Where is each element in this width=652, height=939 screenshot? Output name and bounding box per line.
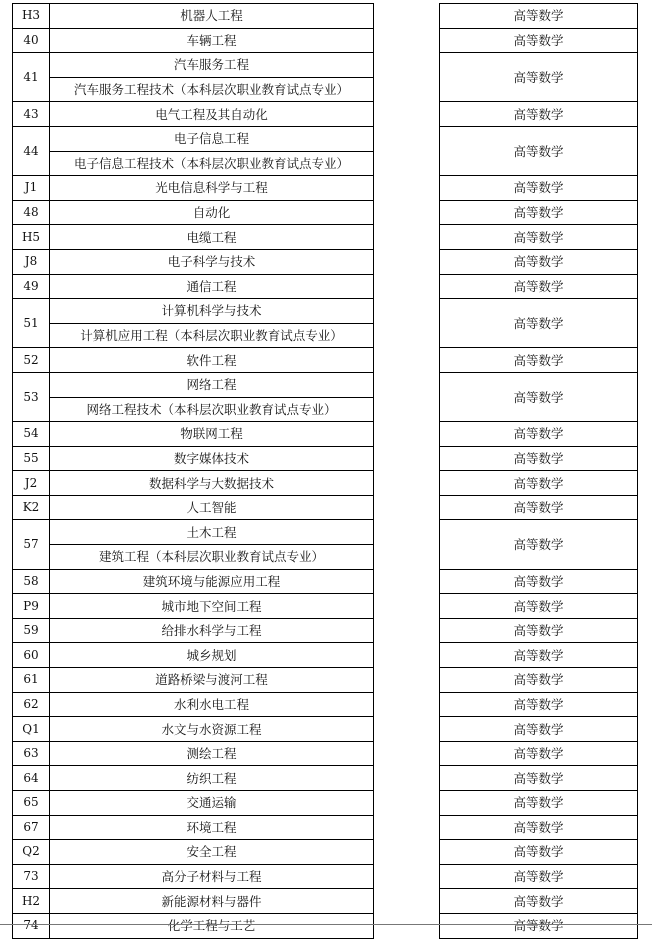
table-row [13, 225, 638, 250]
major-code-cell: 63 [13, 741, 50, 766]
major-name-cell: 道路桥梁与渡河工程 [50, 668, 374, 693]
table-row [13, 913, 638, 938]
major-name-cell: 城市地下空间工程 [50, 594, 374, 619]
major-code-cell: 64 [13, 766, 50, 791]
blank-column-cell [374, 348, 440, 373]
major-code-cell: 53 [13, 372, 50, 421]
blank-column-cell [374, 913, 440, 938]
blank-column-cell [374, 28, 440, 53]
major-code-cell: P9 [13, 594, 50, 619]
major-name-cell: 计算机应用工程（本科层次职业教育试点专业） [50, 323, 374, 348]
major-code-cell: H2 [13, 889, 50, 914]
blank-column-cell [374, 126, 440, 175]
exam-subject-cell: 高等数学 [440, 4, 638, 29]
major-code-cell: 52 [13, 348, 50, 373]
major-code-cell: 60 [13, 643, 50, 668]
major-name-cell: 车辆工程 [50, 28, 374, 53]
major-code-cell: 51 [13, 299, 50, 348]
exam-subject-cell: 高等数学 [440, 299, 638, 348]
major-name-cell: 测绘工程 [50, 741, 374, 766]
blank-column-cell [374, 102, 440, 127]
table-row [13, 126, 638, 151]
table-row [13, 299, 638, 324]
blank-column-cell [374, 864, 440, 889]
major-name-cell: 化学工程与工艺 [50, 913, 374, 938]
major-code-cell: 57 [13, 520, 50, 569]
table-row [13, 717, 638, 742]
table-row [13, 471, 638, 496]
major-name-cell: 网络工程技术（本科层次职业教育试点专业） [50, 397, 374, 422]
blank-column-cell [374, 520, 440, 569]
major-name-cell: 建筑工程（本科层次职业教育试点专业） [50, 545, 374, 570]
major-name-cell: 电缆工程 [50, 225, 374, 250]
blank-column-cell [374, 299, 440, 348]
exam-subject-cell: 高等数学 [440, 274, 638, 299]
table-row [13, 4, 638, 29]
major-name-cell: 给排水科学与工程 [50, 618, 374, 643]
major-code-cell: J8 [13, 249, 50, 274]
exam-subject-cell: 高等数学 [440, 471, 638, 496]
exam-subject-cell: 高等数学 [440, 28, 638, 53]
major-name-cell: 电子科学与技术 [50, 249, 374, 274]
blank-column-cell [374, 717, 440, 742]
blank-column-cell [374, 495, 440, 520]
major-name-cell: 汽车服务工程技术（本科层次职业教育试点专业） [50, 77, 374, 102]
exam-subject-cell: 高等数学 [440, 692, 638, 717]
blank-column-cell [374, 569, 440, 594]
major-name-cell: 汽车服务工程 [50, 53, 374, 78]
exam-subject-cell: 高等数学 [440, 249, 638, 274]
blank-column-cell [374, 643, 440, 668]
exam-subject-cell: 高等数学 [440, 791, 638, 816]
exam-subject-cell: 高等数学 [440, 569, 638, 594]
exam-subject-cell: 高等数学 [440, 225, 638, 250]
major-code-cell: H5 [13, 225, 50, 250]
major-name-cell: 自动化 [50, 200, 374, 225]
major-code-cell: 59 [13, 618, 50, 643]
majors-table [12, 3, 638, 939]
exam-subject-cell: 高等数学 [440, 741, 638, 766]
table-row [13, 520, 638, 545]
table-row [13, 643, 638, 668]
page-bottom-rule [0, 924, 652, 925]
table-row [13, 618, 638, 643]
major-name-cell: 水利水电工程 [50, 692, 374, 717]
table-row [13, 53, 638, 78]
table-row [13, 741, 638, 766]
blank-column-cell [374, 668, 440, 693]
blank-column-cell [374, 471, 440, 496]
blank-column-cell [374, 692, 440, 717]
blank-column-cell [374, 200, 440, 225]
major-code-cell: 67 [13, 815, 50, 840]
major-name-cell: 建筑环境与能源应用工程 [50, 569, 374, 594]
table-row [13, 495, 638, 520]
exam-subject-cell: 高等数学 [440, 889, 638, 914]
major-code-cell: 65 [13, 791, 50, 816]
major-code-cell: 73 [13, 864, 50, 889]
major-code-cell: J2 [13, 471, 50, 496]
blank-column-cell [374, 766, 440, 791]
major-name-cell: 城乡规划 [50, 643, 374, 668]
major-name-cell: 软件工程 [50, 348, 374, 373]
blank-column-cell [374, 176, 440, 201]
major-name-cell: 数据科学与大数据技术 [50, 471, 374, 496]
table-row [13, 815, 638, 840]
table-row [13, 348, 638, 373]
blank-column-cell [374, 249, 440, 274]
blank-column-cell [374, 741, 440, 766]
table-row [13, 422, 638, 447]
exam-subject-cell: 高等数学 [440, 348, 638, 373]
major-code-cell: 74 [13, 913, 50, 938]
major-name-cell: 网络工程 [50, 372, 374, 397]
major-name-cell: 环境工程 [50, 815, 374, 840]
exam-subject-cell: 高等数学 [440, 102, 638, 127]
major-code-cell: J1 [13, 176, 50, 201]
major-code-cell: 54 [13, 422, 50, 447]
major-name-cell: 纺织工程 [50, 766, 374, 791]
major-code-cell: 61 [13, 668, 50, 693]
major-code-cell: Q1 [13, 717, 50, 742]
major-code-cell: 58 [13, 569, 50, 594]
major-name-cell: 光电信息科学与工程 [50, 176, 374, 201]
table-row [13, 200, 638, 225]
major-code-cell: 55 [13, 446, 50, 471]
blank-column-cell [374, 791, 440, 816]
exam-subject-cell: 高等数学 [440, 422, 638, 447]
table-row [13, 372, 638, 397]
major-code-cell: 41 [13, 53, 50, 102]
blank-column-cell [374, 594, 440, 619]
major-name-cell: 电子信息工程技术（本科层次职业教育试点专业） [50, 151, 374, 176]
exam-subject-cell: 高等数学 [440, 176, 638, 201]
major-code-cell: 48 [13, 200, 50, 225]
exam-subject-cell: 高等数学 [440, 200, 638, 225]
majors-table-body [13, 4, 638, 939]
table-row [13, 692, 638, 717]
table-row [13, 864, 638, 889]
major-name-cell: 水文与水资源工程 [50, 717, 374, 742]
table-row [13, 668, 638, 693]
major-name-cell: 人工智能 [50, 495, 374, 520]
exam-subject-cell: 高等数学 [440, 126, 638, 175]
table-row [13, 249, 638, 274]
major-name-cell: 机器人工程 [50, 4, 374, 29]
blank-column-cell [374, 372, 440, 421]
blank-column-cell [374, 446, 440, 471]
major-code-cell: H3 [13, 4, 50, 29]
major-name-cell: 高分子材料与工程 [50, 864, 374, 889]
exam-subject-cell: 高等数学 [440, 594, 638, 619]
blank-column-cell [374, 225, 440, 250]
major-name-cell: 通信工程 [50, 274, 374, 299]
major-name-cell: 土木工程 [50, 520, 374, 545]
major-name-cell: 数字媒体技术 [50, 446, 374, 471]
blank-column-cell [374, 889, 440, 914]
exam-subject-cell: 高等数学 [440, 643, 638, 668]
table-row [13, 889, 638, 914]
table-row [13, 102, 638, 127]
blank-column-cell [374, 274, 440, 299]
major-name-cell: 安全工程 [50, 840, 374, 865]
exam-subject-cell: 高等数学 [440, 668, 638, 693]
exam-subject-cell: 高等数学 [440, 840, 638, 865]
blank-column-cell [374, 815, 440, 840]
exam-subject-cell: 高等数学 [440, 372, 638, 421]
major-name-cell: 物联网工程 [50, 422, 374, 447]
blank-column-cell [374, 840, 440, 865]
exam-subject-cell: 高等数学 [440, 717, 638, 742]
blank-column-cell [374, 422, 440, 447]
major-name-cell: 新能源材料与器件 [50, 889, 374, 914]
major-code-cell: K2 [13, 495, 50, 520]
major-name-cell: 计算机科学与技术 [50, 299, 374, 324]
major-code-cell: 43 [13, 102, 50, 127]
major-code-cell: 49 [13, 274, 50, 299]
major-name-cell: 电子信息工程 [50, 126, 374, 151]
exam-subject-cell: 高等数学 [440, 520, 638, 569]
major-name-cell: 交通运输 [50, 791, 374, 816]
major-code-cell: 62 [13, 692, 50, 717]
major-code-cell: 44 [13, 126, 50, 175]
blank-column-cell [374, 618, 440, 643]
exam-subject-cell: 高等数学 [440, 618, 638, 643]
table-row [13, 840, 638, 865]
exam-subject-cell: 高等数学 [440, 864, 638, 889]
exam-subject-cell: 高等数学 [440, 446, 638, 471]
major-name-cell: 电气工程及其自动化 [50, 102, 374, 127]
table-row [13, 766, 638, 791]
table-row [13, 569, 638, 594]
exam-subject-cell: 高等数学 [440, 815, 638, 840]
exam-subject-cell: 高等数学 [440, 53, 638, 102]
table-row [13, 594, 638, 619]
table-row [13, 274, 638, 299]
major-code-cell: 40 [13, 28, 50, 53]
exam-subject-cell: 高等数学 [440, 495, 638, 520]
table-row [13, 176, 638, 201]
blank-column-cell [374, 4, 440, 29]
table-row [13, 446, 638, 471]
exam-subject-cell: 高等数学 [440, 913, 638, 938]
major-code-cell: Q2 [13, 840, 50, 865]
blank-column-cell [374, 53, 440, 102]
exam-subject-cell: 高等数学 [440, 766, 638, 791]
table-row [13, 791, 638, 816]
table-row [13, 28, 638, 53]
